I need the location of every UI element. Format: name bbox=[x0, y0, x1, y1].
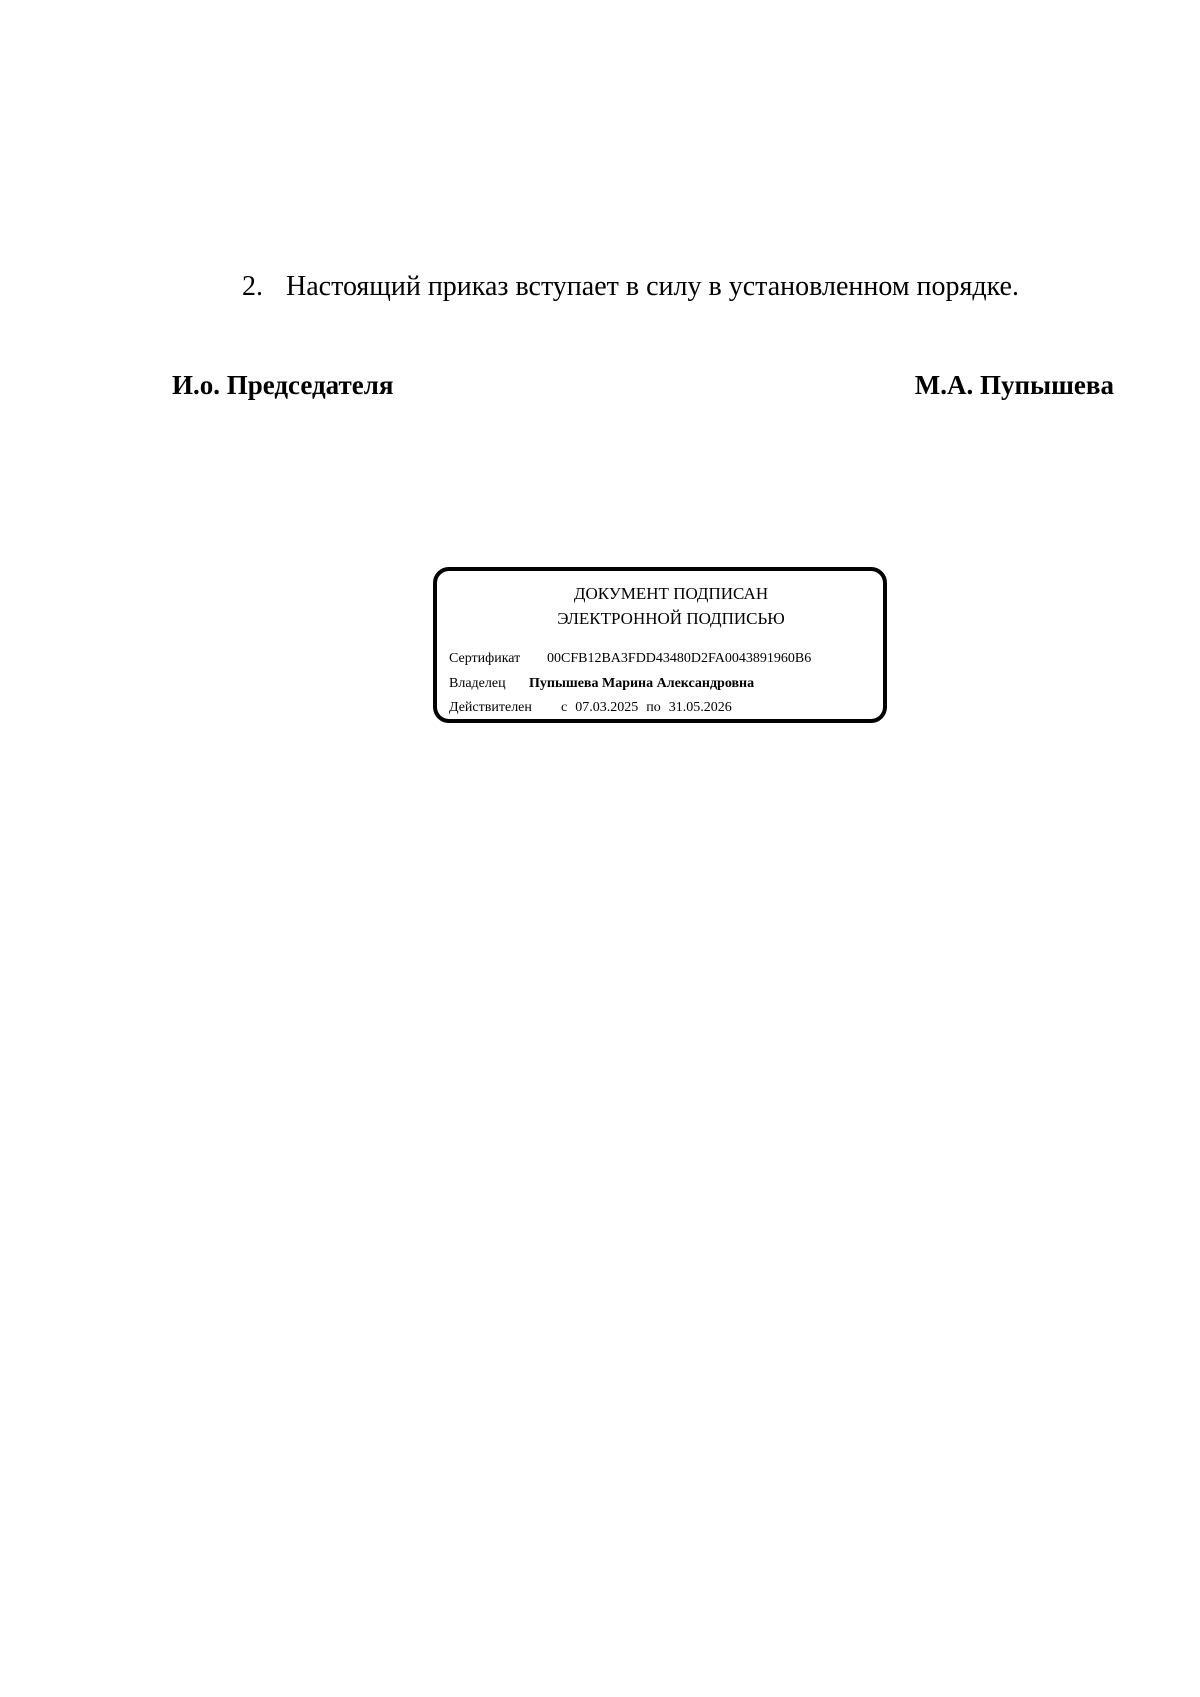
stamp-validity-row bbox=[449, 696, 732, 720]
valid-from-prefix: с bbox=[561, 700, 568, 715]
certificate-value: 00CFB12BA3FDD43480D2FA0043891960B6 bbox=[547, 651, 812, 666]
stamp-certificate-row bbox=[449, 647, 811, 671]
clause-text: Настоящий приказ вступает в силу в установленном порядке. bbox=[286, 271, 1019, 302]
owner-value: Пупышева Марина Александровна bbox=[529, 676, 755, 691]
clause-number: 2. bbox=[242, 271, 263, 302]
signer-position: И.о. Председателя bbox=[172, 370, 394, 400]
clause-item bbox=[242, 270, 1019, 304]
valid-from-date: 07.03.2025 bbox=[575, 700, 639, 715]
signature-block bbox=[172, 368, 1114, 402]
stamp-owner-row bbox=[449, 672, 754, 696]
stamp-title bbox=[437, 581, 883, 631]
valid-label: Действителен bbox=[449, 700, 532, 715]
owner-label: Владелец bbox=[449, 676, 506, 691]
signer-name: М.А. Пупышева bbox=[914, 370, 1114, 400]
valid-to-date: 31.05.2026 bbox=[668, 700, 732, 715]
valid-to-prefix: по bbox=[646, 700, 661, 715]
certificate-label: Сертификат bbox=[449, 651, 521, 666]
stamp-title-line1: ДОКУМЕНТ ПОДПИСАН bbox=[573, 584, 769, 603]
stamp-title-line2: ЭЛЕКТРОННОЙ ПОДПИСЬЮ bbox=[557, 609, 785, 628]
e-signature-stamp bbox=[433, 567, 887, 723]
